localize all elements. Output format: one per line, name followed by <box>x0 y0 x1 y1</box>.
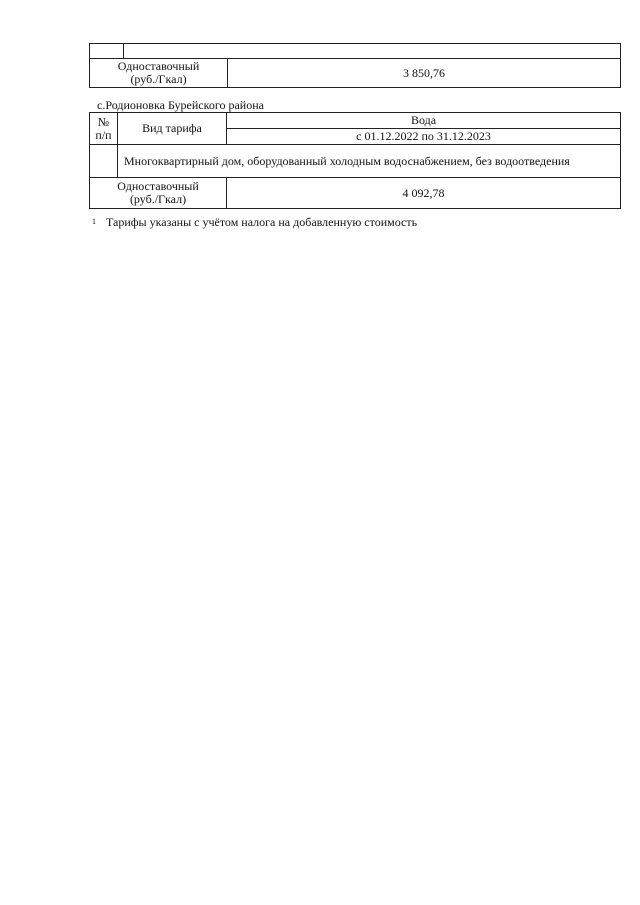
table-row <box>90 178 621 209</box>
period-header: с 01.12.2022 по 31.12.2023 <box>227 129 621 145</box>
table-row <box>90 59 621 88</box>
footnote-text: Тарифы указаны с учётом налога на добавленную стоимость <box>106 215 418 229</box>
place-title: с.Родионовка Бурейского района <box>97 98 264 112</box>
number-sub-header: п/п <box>95 127 112 142</box>
unit-label: (руб./Гкал) <box>130 72 187 86</box>
table-header-row <box>90 113 621 129</box>
number-header-cell <box>90 113 118 145</box>
footnote-mark: 1 <box>92 217 96 226</box>
tariff-type-cell <box>90 178 227 209</box>
tariff-type-cell <box>90 59 228 88</box>
table-row <box>90 145 621 178</box>
unit-label: (руб./Гкал) <box>129 192 187 206</box>
tariff-value-cell: 3 850,76 <box>228 59 621 88</box>
table-cell-empty <box>124 44 621 59</box>
tariff-table-fragment <box>89 43 621 88</box>
number-header: № <box>97 114 110 129</box>
resource-header: Вода <box>227 113 621 129</box>
table-cell-empty <box>90 145 118 178</box>
tariff-table <box>89 112 621 209</box>
footnote <box>92 215 417 229</box>
group-description: Многоквартирный дом, оборудованный холодным водоснабжением, без водоотведения <box>118 145 621 178</box>
tariff-value-cell: 4 092,78 <box>227 178 621 209</box>
tariff-type-header: Вид тарифа <box>118 113 227 145</box>
tariff-type-label: Одноставочный <box>117 59 200 73</box>
table-cell-empty <box>90 44 124 59</box>
table-row <box>90 44 621 59</box>
tariff-type-label: Одноставочный <box>117 179 199 193</box>
